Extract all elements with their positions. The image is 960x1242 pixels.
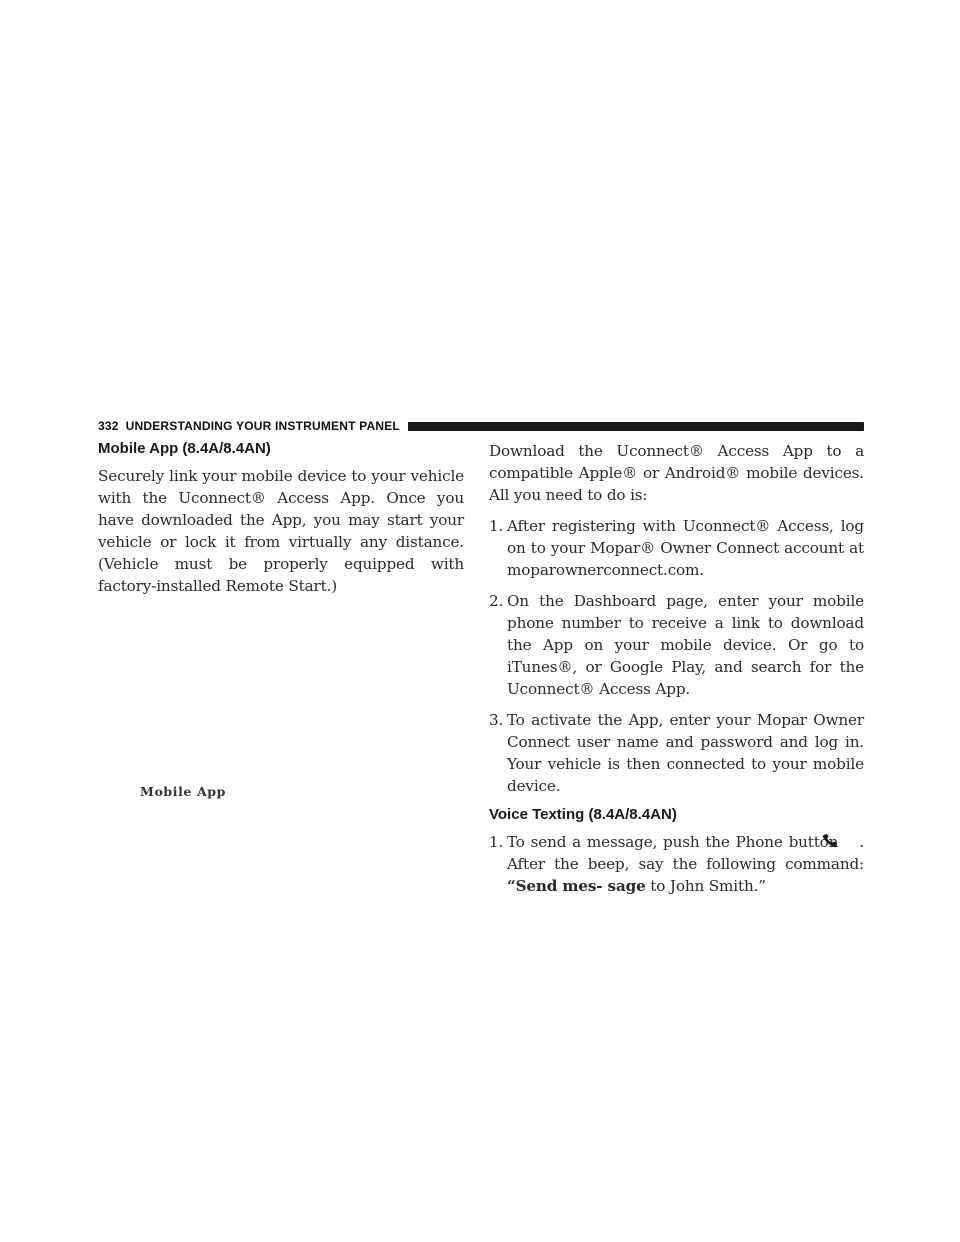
step-text-end: to John Smith.” [645, 877, 766, 895]
page-number: 332 [98, 419, 119, 433]
step-number: 1. [489, 517, 504, 535]
download-steps [489, 515, 864, 797]
step-number: 1. [489, 833, 504, 851]
mobile-app-heading: Mobile App (8.4A/8.4AN) [98, 440, 271, 457]
list-item [489, 590, 864, 700]
step-number: 3. [489, 711, 504, 729]
mobile-app-paragraph: Securely link your mobile device to your vehicle with the Uconnect® Access App. Once you have downloaded the App, you may start your vehicle or lock it from virtually any distance. (Vehicle must be properly equipped with factory-installed Remote Start.) [98, 467, 464, 595]
left-column [98, 440, 464, 597]
phone-icon [840, 832, 857, 846]
step-text: To send a message, push the Phone button [507, 833, 839, 851]
voice-texting-heading: Voice Texting (8.4A/8.4AN) [489, 806, 677, 823]
header-rule [408, 422, 864, 431]
step-text: On the Dashboard page, enter your mobile phone number to receive a link to download the App on your mobile device. Or go to iTunes®, or Google Play, and search for the Uconnect® Access App. [507, 592, 864, 698]
voice-steps [489, 831, 864, 897]
list-item [489, 831, 864, 897]
list-item [489, 515, 864, 581]
step-number: 2. [489, 592, 504, 610]
voice-command: “Send mes- sage [507, 877, 646, 895]
step-text: To activate the App, enter your Mopar Owner Connect user name and password and log in. Your vehicle is then connected to your mobile device. [507, 711, 864, 795]
right-column [489, 440, 864, 906]
page-header [98, 419, 864, 433]
header-text [98, 419, 400, 433]
step-text: After registering with Uconnect® Access, log on to your Mopar® Owner Connect account at moparownerconnect.com. [507, 517, 864, 579]
section-title: UNDERSTANDING YOUR INSTRUMENT PANEL [125, 419, 400, 433]
step-text-after: . After the beep, say the following command: [507, 833, 864, 873]
list-item [489, 709, 864, 797]
download-intro: Download the Uconnect® Access App to a compatible Apple® or Android® mobile devices. All you need to do is: [489, 442, 864, 504]
figure-caption: Mobile App [140, 784, 226, 799]
